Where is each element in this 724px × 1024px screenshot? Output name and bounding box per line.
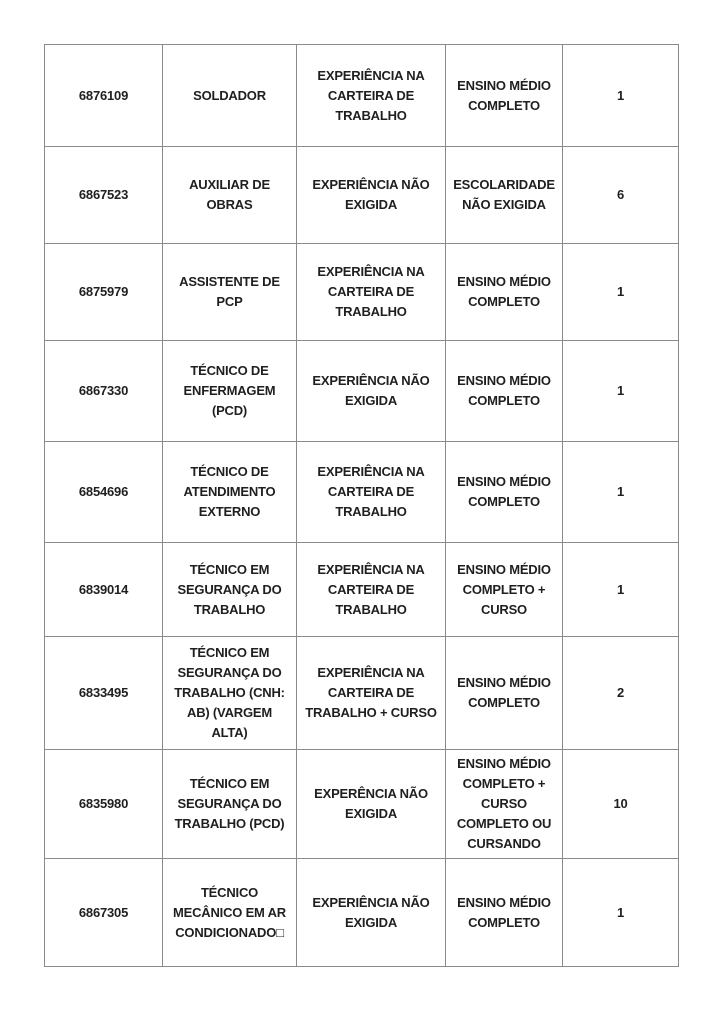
cell-job-title: TÉCNICO MECÂNICO EM AR CONDICIONADO□ — [163, 859, 297, 967]
cell-education: ENSINO MÉDIO COMPLETO — [446, 341, 563, 442]
cell-education: ENSINO MÉDIO COMPLETO — [446, 45, 563, 147]
table-row — [45, 859, 679, 967]
cell-job-title: TÉCNICO DE ENFERMAGEM (PCD) — [163, 341, 297, 442]
cell-vacancy-id: 6875979 — [45, 244, 163, 341]
cell-vacancy-id: 6867305 — [45, 859, 163, 967]
cell-experience: EXPERIÊNCIA NA CARTEIRA DE TRABALHO + CURSO — [297, 637, 446, 750]
cell-education: ENSINO MÉDIO COMPLETO — [446, 637, 563, 750]
cell-experience: EXPERIÊNCIA NA CARTEIRA DE TRABALHO — [297, 45, 446, 147]
table-row — [45, 45, 679, 147]
cell-vacancy-id: 6854696 — [45, 442, 163, 543]
cell-openings: 10 — [563, 750, 679, 859]
vacancies-table — [44, 44, 679, 967]
cell-openings: 1 — [563, 341, 679, 442]
cell-education: ENSINO MÉDIO COMPLETO — [446, 244, 563, 341]
cell-job-title: ASSISTENTE DE PCP — [163, 244, 297, 341]
cell-experience: EXPERIÊNCIA NA CARTEIRA DE TRABALHO — [297, 244, 446, 341]
cell-education: ENSINO MÉDIO COMPLETO — [446, 859, 563, 967]
cell-openings: 6 — [563, 147, 679, 244]
cell-experience: EXPERIÊNCIA NÃO EXIGIDA — [297, 147, 446, 244]
cell-experience: EXPERIÊNCIA NÃO EXIGIDA — [297, 341, 446, 442]
cell-openings: 2 — [563, 637, 679, 750]
table-row — [45, 750, 679, 859]
cell-experience: EXPERIÊNCIA NÃO EXIGIDA — [297, 859, 446, 967]
cell-job-title: TÉCNICO EM SEGURANÇA DO TRABALHO (CNH: AB) (VARGEM ALTA) — [163, 637, 297, 750]
cell-job-title: TÉCNICO DE ATENDIMENTO EXTERNO — [163, 442, 297, 543]
cell-vacancy-id: 6835980 — [45, 750, 163, 859]
table-row — [45, 543, 679, 637]
cell-openings: 1 — [563, 543, 679, 637]
cell-vacancy-id: 6867330 — [45, 341, 163, 442]
cell-education: ENSINO MÉDIO COMPLETO + CURSO COMPLETO OU CURSANDO — [446, 750, 563, 859]
cell-openings: 1 — [563, 859, 679, 967]
cell-vacancy-id: 6867523 — [45, 147, 163, 244]
cell-experience: EXPERIÊNCIA NA CARTEIRA DE TRABALHO — [297, 543, 446, 637]
cell-vacancy-id: 6839014 — [45, 543, 163, 637]
cell-job-title: AUXILIAR DE OBRAS — [163, 147, 297, 244]
cell-vacancy-id: 6833495 — [45, 637, 163, 750]
cell-education: ESCOLARIDADE NÃO EXIGIDA — [446, 147, 563, 244]
table-row — [45, 341, 679, 442]
cell-openings: 1 — [563, 244, 679, 341]
cell-job-title: TÉCNICO EM SEGURANÇA DO TRABALHO — [163, 543, 297, 637]
cell-education: ENSINO MÉDIO COMPLETO + CURSO — [446, 543, 563, 637]
table-row — [45, 147, 679, 244]
table-row — [45, 442, 679, 543]
cell-openings: 1 — [563, 442, 679, 543]
cell-experience: EXPERÊNCIA NÃO EXIGIDA — [297, 750, 446, 859]
table-row — [45, 244, 679, 341]
cell-vacancy-id: 6876109 — [45, 45, 163, 147]
cell-openings: 1 — [563, 45, 679, 147]
cell-experience: EXPERIÊNCIA NA CARTEIRA DE TRABALHO — [297, 442, 446, 543]
table-row — [45, 637, 679, 750]
cell-job-title: SOLDADOR — [163, 45, 297, 147]
cell-job-title: TÉCNICO EM SEGURANÇA DO TRABALHO (PCD) — [163, 750, 297, 859]
cell-education: ENSINO MÉDIO COMPLETO — [446, 442, 563, 543]
